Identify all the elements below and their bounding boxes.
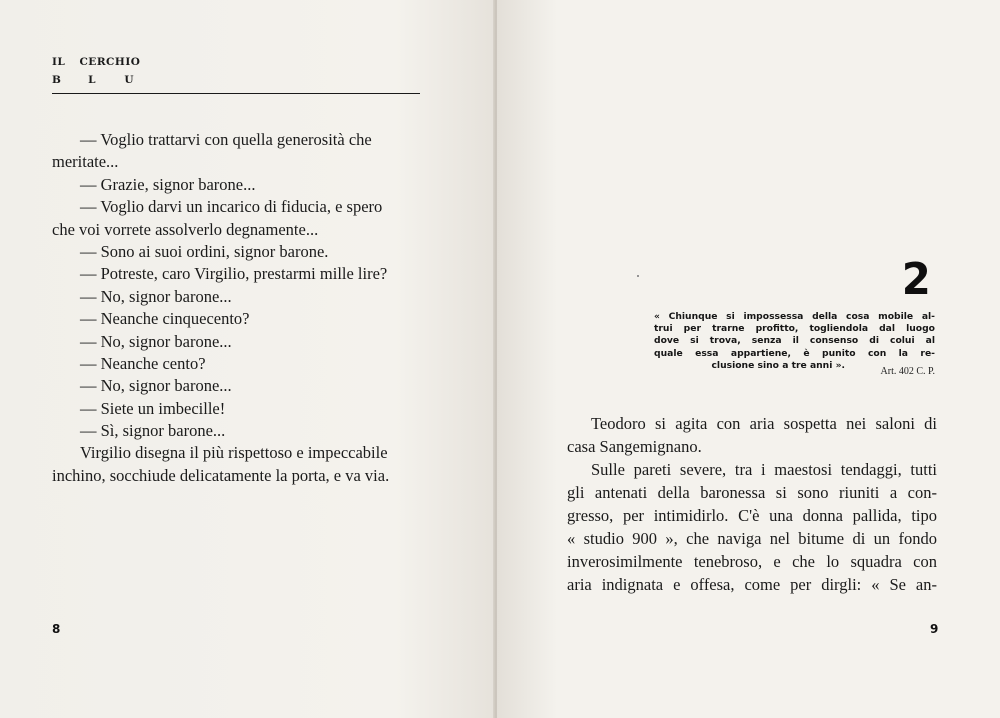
running-head [52, 56, 420, 90]
text-line: inverosimilmente tenebroso, e che lo squadra con [567, 552, 937, 571]
epigraph [654, 311, 935, 372]
text-line: — Voglio darvi un incarico di fiducia, e spero [80, 197, 383, 217]
left-page-body [52, 129, 420, 487]
text-line: — Sono ai suoi ordini, signor barone. [80, 241, 329, 261]
text-line: — Potreste, caro Virgilio, prestarmi mille lire? [80, 264, 388, 284]
epigraph-line: trui per trarne profitto, togliendola dal luogo [654, 323, 935, 335]
text-line: Virgilio disegna il più rispettoso e impeccabile [80, 443, 388, 463]
text-line: — Grazie, signor barone... [80, 174, 256, 194]
right-page [497, 0, 1000, 718]
paper-speck [637, 275, 639, 277]
text-line: — Neanche cinquecento? [80, 309, 250, 329]
running-head-letter: L [88, 74, 97, 86]
text-line: — Siete un imbecille! [80, 398, 226, 418]
running-head-word: IL [52, 56, 66, 68]
running-head-word: CERCHIO [79, 56, 141, 68]
text-line: gli antenati della baronessa si sono riuniti a con- [567, 483, 937, 502]
text-line: — Neanche cento? [80, 353, 206, 373]
text-line: gresso, per intimidirlo. C'è una donna pallida, tipo [567, 506, 937, 525]
text-line: casa Sangemignano. [567, 437, 702, 456]
epigraph-line: « Chiunque si impossessa della cosa mobile al- [654, 311, 935, 322]
text-line: — Voglio trattarvi con quella generosità che [80, 130, 372, 149]
left-page [0, 0, 495, 718]
epigraph-line: dove si trova, senza il consenso di colui al [654, 335, 935, 347]
text-line: — No, signor barone... [80, 331, 232, 351]
epigraph-source: Art. 402 C. P. [880, 366, 935, 377]
running-head-letter: U [124, 74, 134, 86]
chapter-number: 2 [901, 254, 931, 305]
running-head-line1 [52, 56, 420, 72]
epigraph-line: quale essa appartiene, è punito con la re- [654, 347, 935, 359]
running-head-line2 [52, 74, 420, 90]
page-number-left: 8 [52, 622, 61, 636]
right-page-body [567, 413, 937, 597]
text-line: che voi vorrete assolverlo degnamente... [52, 219, 319, 239]
text-line: — No, signor barone... [80, 286, 232, 306]
text-line: — Sì, signor barone... [80, 421, 226, 441]
running-head-rule [52, 93, 420, 94]
text-line: meritate... [52, 152, 119, 172]
text-line: inchino, socchiude delicatamente la porta, e va via. [52, 465, 390, 485]
text-line: « studio 900 », che naviga nel bitume di un fondo [567, 529, 937, 548]
running-head-letter: B [52, 74, 62, 86]
text-line: Sulle pareti severe, tra i maestosi tendaggi, tutti [591, 460, 937, 479]
page-number-right: 9 [930, 622, 939, 636]
text-line: aria indignata e offesa, come per dirgli: « Se an- [567, 575, 937, 594]
text-line: — No, signor barone... [80, 376, 232, 396]
epigraph-line: clusione sino a tre anni ». [711, 359, 845, 371]
text-line: Teodoro si agita con aria sospetta nei saloni di [591, 414, 937, 433]
